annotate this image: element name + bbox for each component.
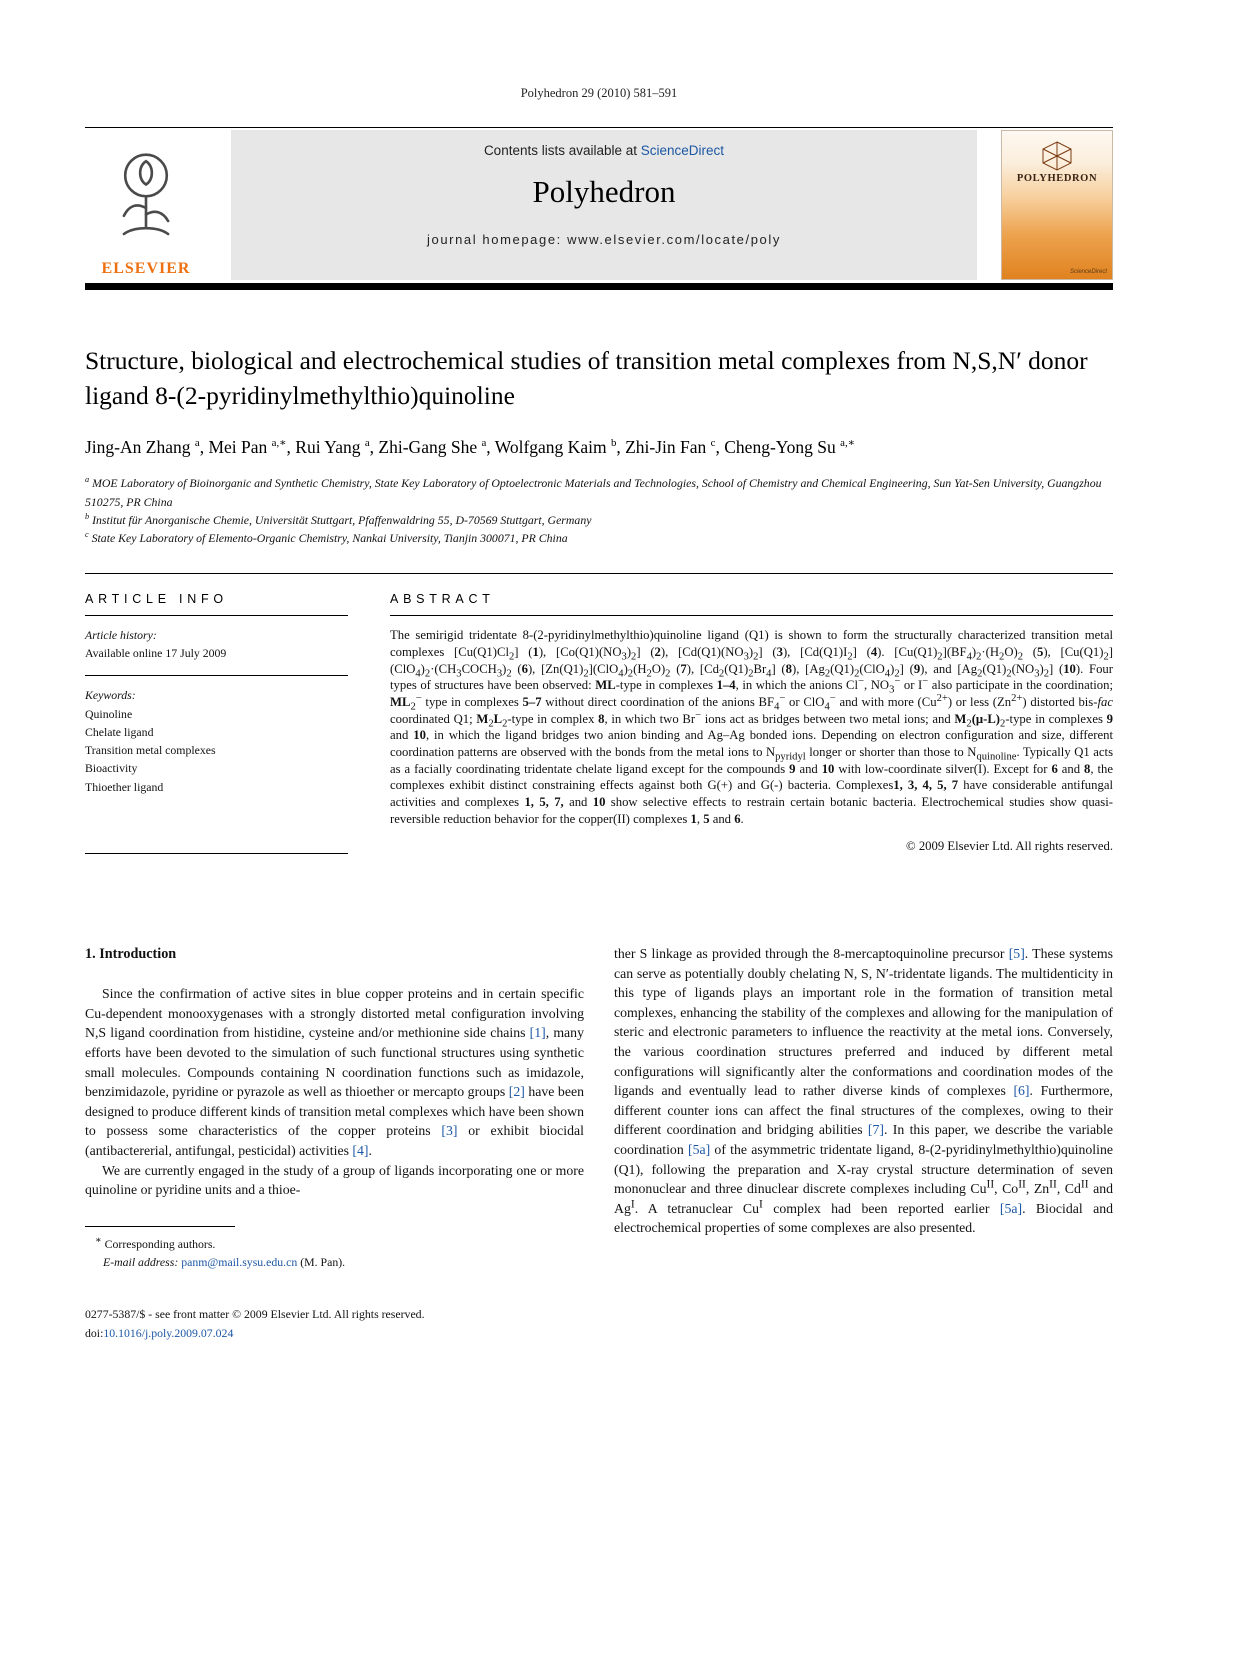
body-right-column	[614, 944, 1113, 1343]
journal-homepage-link[interactable]: journal homepage: www.elsevier.com/locate/poly	[427, 232, 781, 247]
keywords-label: Keywords:	[85, 687, 136, 702]
doi-label: doi:	[85, 1326, 104, 1341]
cover-journal-title: POLYHEDRON	[1016, 173, 1098, 184]
article-info-column	[85, 592, 348, 854]
keyword-item: Quinoline	[85, 706, 133, 721]
journal-masthead	[85, 127, 1113, 290]
email-link[interactable]: panm@mail.sysu.edu.cn	[181, 1254, 298, 1269]
masthead-center-panel	[231, 130, 977, 280]
abstract-copyright: © 2009 Elsevier Ltd. All rights reserved.	[906, 839, 1113, 854]
masthead-top-rule	[85, 127, 1113, 128]
citation-link[interactable]: [5a]	[687, 1141, 711, 1157]
doi-line	[85, 1324, 584, 1343]
polyhedron-figure-icon	[1040, 141, 1074, 171]
email-suffix: (M. Pan).	[297, 1254, 346, 1269]
article-info-bottom-rule	[85, 853, 348, 854]
keyword-item: Transition metal complexes	[85, 743, 216, 758]
citation-link[interactable]: [6]	[1013, 1083, 1030, 1099]
article-title: Structure, biological and electrochemical studies of transition metal complexes from N,S,N′ donor ligand 8-(2-pyridinylmethylthio)quinoline	[85, 346, 1088, 410]
info-abstract-section	[85, 574, 1113, 854]
citation-link[interactable]: [5a]	[999, 1200, 1023, 1216]
cover-sciencedirect-label: ScienceDirect	[1069, 269, 1107, 275]
doi-link[interactable]: 10.1016/j.poly.2009.07.024	[103, 1326, 234, 1341]
article-info-divider-rule	[85, 675, 348, 676]
footnote-block	[85, 1226, 584, 1272]
citation-link[interactable]: [7]	[867, 1122, 885, 1138]
citation-link[interactable]: [5]	[1008, 946, 1025, 962]
citation-link[interactable]: [1]	[529, 1025, 546, 1041]
affiliations-block	[85, 474, 1113, 547]
elsevier-wordmark: ELSEVIER	[101, 260, 191, 277]
issn-doi-block	[85, 1305, 584, 1343]
article-info-header: ARTICLE INFO	[85, 592, 228, 607]
abstract-header-rule	[390, 615, 1113, 616]
article-info-header-rule	[85, 615, 348, 616]
body-left-column	[85, 944, 584, 1343]
intro-paragraph-2: We are currently engaged in the study of a group of ligands incorporating one or more quinoline or pyridine units and a thioe-	[85, 1162, 584, 1198]
footnote-rule	[85, 1226, 235, 1227]
email-line	[85, 1253, 584, 1271]
citation-link[interactable]: [3]	[441, 1123, 458, 1139]
journal-title: Polyhedron	[532, 174, 676, 209]
corresponding-authors-note: ∗ Corresponding authors.	[95, 1234, 216, 1251]
abstract-column	[390, 592, 1113, 854]
intro-paragraph-1: Since the confirmation of active sites in blue copper proteins and in certain specific Cu-dependent monooxygenases with a strongly distorted metal configuration involving N,S ligand coordination from histidine, cysteine and/or methionine side chains [1], many efforts have been devoted to the simulation of such functional structures using synthetic small molecules. Compounds containing N coordination functions such as imidazole, benzimidazole, pyridine or pyrazole as well as thioether or mercapto groups [2] have been designed to produce different kinds of transition metal complexes which have been shown to possess some characteristics of the copper proteins [3] or exhibit biocidal (antibactererial, antifungal, pesticidal) activities [4].	[85, 986, 584, 1158]
citation-link[interactable]: [4]	[352, 1142, 369, 1158]
sciencedirect-link[interactable]: ScienceDirect	[640, 143, 725, 158]
contents-lists-text: Contents lists available at	[483, 143, 641, 158]
article-history-value: Available online 17 July 2009	[85, 646, 227, 661]
keyword-item: Bioactivity	[85, 761, 138, 776]
citation-link[interactable]: [2]	[508, 1084, 525, 1100]
elsevier-tree-icon	[107, 130, 185, 260]
elsevier-logo	[85, 130, 207, 280]
masthead-thick-rule	[85, 283, 1113, 290]
article-body	[85, 944, 1113, 1343]
affiliation-c: $^c$ State Key Laboratory of Elemento-Organic Chemistry, Nankai University, Tianjin 300071, PR China	[85, 530, 568, 546]
affiliation-a: $^a$ MOE Laboratory of Bioinorganic and Synthetic Chemistry, State Key Laboratory of Optoelectronic Materials and Technologies, School of Chemistry and Chemical Engineering, Sun Yat-Sen University, Guangzhou 510275, PR China	[85, 475, 1102, 509]
article-history-label: Article history:	[85, 628, 157, 643]
issn-copyright-line: 0277-5387/$ - see front matter © 2009 Elsevier Ltd. All rights reserved.	[85, 1307, 425, 1322]
journal-cover-thumbnail	[1001, 130, 1113, 280]
section-heading-introduction: 1. Introduction	[85, 946, 177, 963]
keywords-list	[85, 705, 348, 796]
abstract-text: The semirigid tridentate 8-(2-pyridinylmethylthio)quinoline ligand (Q1) is shown to form the structurally characterized transition metal complexes $[Cu(Q1)Cl_2]$ (1), $[Co(Q1)(NO_3)_2]$ (2), $[Cd(Q1)(NO_3)_2]$ (3), $[Cd(Q1)I_2]$ (4). $[Cu(Q1)_2](BF_4)_2\cdot(H_2O)_2$ (5), $[Cu(Q1)_2](ClO_4)_2\cdot(CH_3COCH_3)_2$ (6), $[Zn(Q1)_2](ClO_4)_2(H_2O)_2$ (7), $[Cd_2(Q1)_2Br_4]$ (8), $[Ag_2(Q1)_2(ClO_4)_2]$ (9), and $[Ag_2(Q1)_2(NO_3)_2]$ (10). Four types of structures have been observed: ML-type in complexes 1–4, in which the anions Cl−, $NO_3^-$ or I− also participate in the coordination; $ML_2^-$ type in complexes 5–7 without direct coordination of the anions $BF_4^-$ or ClO$_4$− and with more $(Cu^{2+})$ or less $(Zn^{2+})$ distorted bis-fac coordinated Q1; $M_2L_2$-type in complex 8, in which two Br− ions act as bridges between two metal ions; and $M_2(\mu-L)_2$-type in complexes 9 and 10, in which the ligand bridges two anion binding and Ag–Ag bonded ions. Depending on electron configuration and size, different coordination patterns are observed with the bonds from the metal ions to $N_{pyridyl}$ longer or shorter than those to $N_{quinoline}$. Typically Q1 acts as a facially coordinating tridentate chelate ligand except for the compounds 9 and 10 with low-coordinate silver(I). Except for 6 and 8, the complexes exhibit distinct constraining effects against both G(+) and G(-) bacteria. Complexes1, 3, 4, 5, 7 have considerable antifungal activities and complexes 1, 5, 7, and 10 show selective effects to restrain certain botanic bacteria. Electrochemical studies show quasi-reversible reduction behavior for the copper(II) complexes 1, 5 and 6.	[390, 628, 1114, 826]
keyword-item: Thioether ligand	[85, 779, 164, 794]
running-head-citation: Polyhedron 29 (2010) 581–591	[520, 86, 678, 100]
affiliation-b: $^b$ Institut für Anorganische Chemie, Universität Stuttgart, Pfaffenwaldring 55, D-70569 Stuttgart, Germany	[85, 511, 592, 527]
intro-paragraph-3: ther S linkage as provided through the 8-mercaptoquinoline precursor [5]. These systems can serve as potentially doubly chelating N, S, N′-tridentate ligands. The multidenticity in this type of ligands plays an important role in the formation of transition metal complexes, enhancing the stability of the complexes and allowing for the manipulation of steric and electronic parameters to influence the reactivity at the metal ions. Conversely, the various coordination structures preferred and induced by different metal configurations will significantly alter the conformations and coordination modes of the ligands and eventually lead to rather diverse kinds of complexes [6]. Furthermore, different counter ions can affect the final structures of the complexes, owing to their different coordination and bridging abilities [7]. In this paper, we describe the variable coordination [5a] of the asymmetric tridentate ligand, 8-(2-pyridinylmethylthio)quinoline (Q1), following the preparation and X-ray crystal structure determination of seven mononuclear and three dinuclear discrete complexes including $Cu^{II}$, $Co^{II}$, $Zn^{II}$, $Cd^{II}$ and $Ag^I$. A tetranuclear $Cu^I$ complex had been reported earlier [5a]. Biocidal and electrochemical properties of some complexes are also presented.	[614, 946, 1114, 1236]
keyword-item: Chelate ligand	[85, 724, 154, 739]
author-list: Jing-An Zhang $^a$, Mei Pan $^{a,∗}$, Rui Yang $^a$, Zhi-Gang She $^a$, Wolfgang Kaim $^b$, Zhi-Jin Fan $^c$, Cheng-Yong Su $^{a,∗}$	[85, 437, 856, 458]
email-label: E-mail address:	[103, 1254, 179, 1269]
contents-lists-line	[231, 143, 977, 158]
abstract-header: ABSTRACT	[390, 592, 495, 607]
